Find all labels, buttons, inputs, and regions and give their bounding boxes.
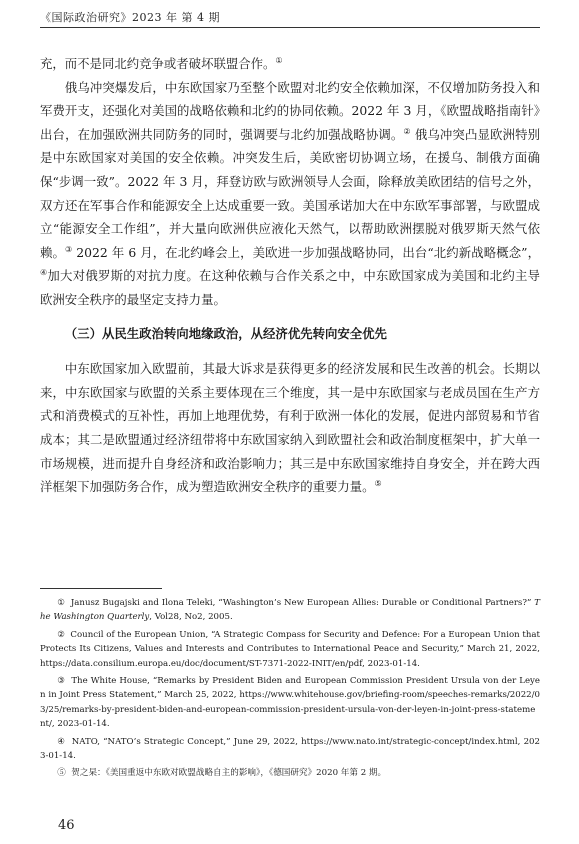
footnote-mark: ④ bbox=[57, 736, 66, 747]
footnote-ref-2[interactable]: ② bbox=[403, 126, 411, 136]
footnote-ref-1[interactable]: ① bbox=[275, 55, 283, 65]
running-header bbox=[40, 9, 559, 25]
section-heading: （三）从民生政治转向地缘政治，从经济优先转向安全优先 bbox=[64, 325, 387, 341]
paragraph-text: 俄乌冲突凸显欧洲特别是中东欧国家对美国的安全依赖。冲突发生后，美欧密切协调立场，在援乌、制俄方面确保“步调一致”。2022 年 3 月，拜登访欧与欧洲领导人会面，除释放美欧团结的信号之外，双方还在军事合作和能源安全上达成重要一致。美国承诺加大在中东欧军事部署，与欧盟成立“能源安全工作组”，并大量向欧洲供应液化天然气，以帮助欧洲摆脱对俄罗斯天然气依赖。 bbox=[40, 126, 541, 260]
page-number: 46 bbox=[58, 818, 75, 833]
paragraph-continuation bbox=[40, 52, 540, 76]
footnote-text: Council of the European Union, “A Strategic Compass for Security and Defence: For a European Union that Protects Its Citizens, Values and Interests and Contributes to International Peace and Security,” March 21, 2022, https://data.consilium.europa.eu/doc/document/ST-7371-2022-INIT/en/pdf, 2023-01-14. bbox=[40, 629, 540, 669]
footnote-5 bbox=[40, 766, 540, 780]
footnote-journal: The Washington Quarterly bbox=[40, 598, 540, 623]
paragraph-text: 充，而不是同北约竞争或者破坏联盟合作。 bbox=[40, 56, 276, 71]
footnote-text: Janusz Bugajski and Ilona Teleki, “Washington’s New European Allies: Durable or Conditional Partners?” bbox=[70, 598, 535, 608]
footnote-text: 贺之杲：《美国重返中东欧对欧盟战略自主的影响》，《德国研究》2020 年第 2 期。 bbox=[71, 768, 387, 779]
footnote-mark: ⑤ bbox=[57, 768, 66, 779]
footnote-ref-4[interactable]: ④ bbox=[40, 268, 48, 278]
footnote-mark: ③ bbox=[57, 676, 66, 687]
journal-title: 《国际政治研究》2023 年 第 4 期 bbox=[40, 11, 220, 24]
footnote-4 bbox=[40, 735, 540, 764]
footnote-mark: ① bbox=[57, 598, 66, 608]
footnote-3 bbox=[40, 674, 540, 732]
paragraph-1 bbox=[40, 76, 540, 312]
footnote-text: NATO, “NATO’s Strategic Concept,” June 29, 2022, https://www.nato.int/strategic-concept/index.html, 2023-01-14. bbox=[40, 736, 540, 762]
footnote-ref-3[interactable]: ③ bbox=[64, 244, 73, 254]
header-divider bbox=[40, 27, 540, 28]
main-text bbox=[40, 52, 540, 499]
paragraph-text: 2022 年 6 月，在北约峰会上，美欧进一步加强战略协同，出台“北约新战略概念”， bbox=[72, 244, 540, 260]
paragraph-text: 俄乌冲突爆发后，中东欧国家乃至整个欧盟对北约安全依赖加深，不仅增加防务投入和军费开支，还强化对美国的战略依赖和北约的协同依赖。2022 年 3 月，《欧盟战略指南针》出台，在加强欧洲共同防务的同时，强调要与北约加强战略协调。 bbox=[40, 79, 540, 142]
footnote-ref-5[interactable]: ⑤ bbox=[374, 478, 382, 488]
footnote-text: , Vol28, No2, 2005. bbox=[149, 612, 233, 623]
footnotes bbox=[40, 596, 540, 784]
paragraph-text: 加大对俄罗斯的对抗力度。在这种依赖与合作关系之中，中东欧国家成为美国和北约主导欧洲安全秩序的最坚定支持力量。 bbox=[40, 268, 541, 307]
footnote-1 bbox=[40, 596, 540, 625]
footnote-mark: ② bbox=[57, 629, 65, 640]
footnote-divider bbox=[40, 588, 162, 589]
paragraph-text: 中东欧国家加入欧盟前，其最大诉求是获得更多的经济发展和民生改善的机会。长期以来，中东欧国家与欧盟的关系主要体现在三个维度，其一是中东欧国家与老成员国在生产方式和消费模式的互补性，再加上地理优势，有利于欧洲一体化的发展，促进内部贸易和节省成本；其二是欧盟通过经济纽带将中东欧国家纳入到欧盟社会和政治制度框架中，扩大单一市场规模，进而提升自身经济和政治影响力；其三是中东欧国家维持自身安全，并在跨大西洋框架下加强防务合作，成为塑造欧洲安全秩序的重要力量。 bbox=[40, 361, 540, 495]
footnote-2 bbox=[40, 628, 540, 671]
footnote-text: The White House, “Remarks by President Biden and European Commission President Ursula von der Leyen in Joint Press Statement,” March 25, 2022, https://www.whitehouse.gov/briefing-room/speeches-remarks/2022/03/25/remarks-by-president-biden-and-european-commission-president-ursula-von-der-leyen-in-joint-press-statement/, 2023-01-14. bbox=[40, 676, 540, 730]
paragraph-2 bbox=[40, 357, 540, 499]
